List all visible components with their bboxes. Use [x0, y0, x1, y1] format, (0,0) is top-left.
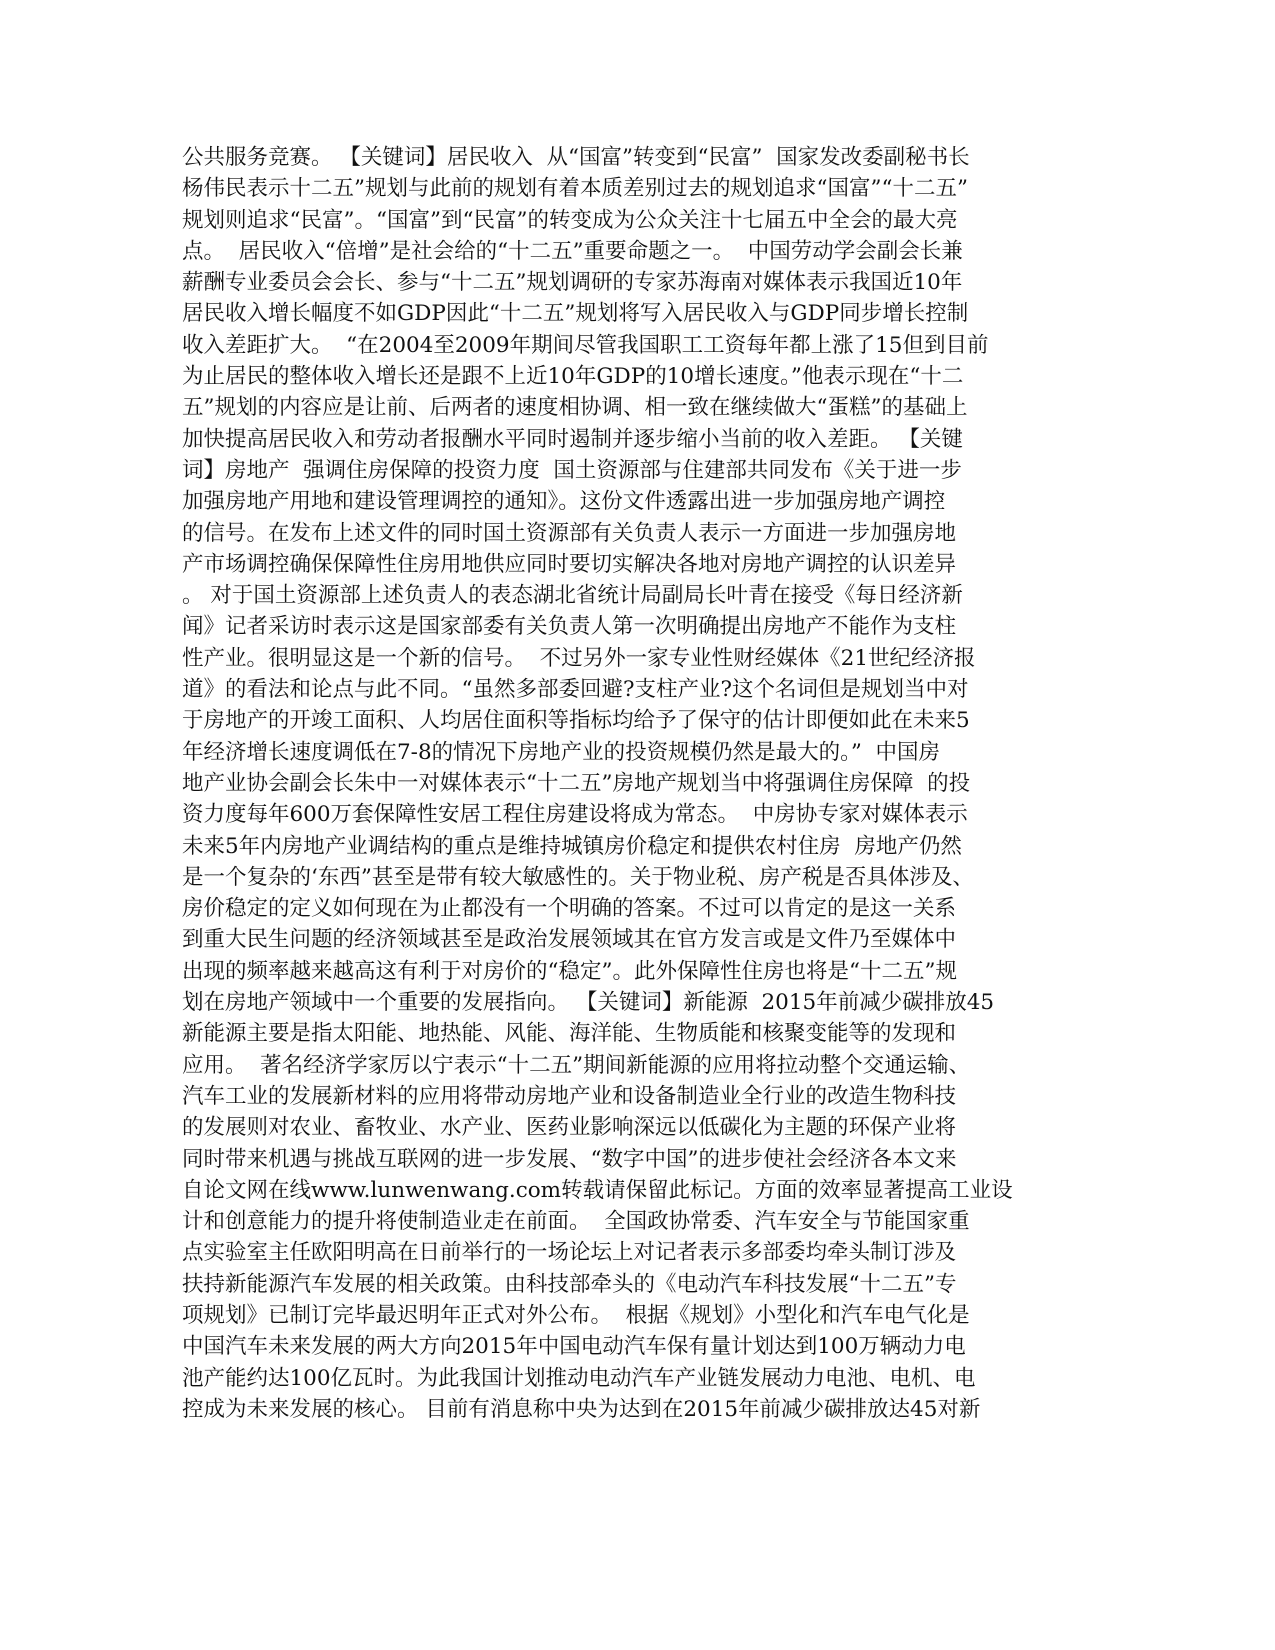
text-line: 扶持新能源汽车发展的相关政策。由科技部牵头的《电动汽车科技发展“十二五”专	[182, 1271, 957, 1297]
text-line: 杨伟民表示十二五”规划与此前的规划有着本质差别过去的规划追求“国富”“十二五”	[182, 176, 968, 202]
text-line: 应用。 著名经济学家厉以宁表示“十二五”期间新能源的应用将拉动整个交通运输、	[182, 1052, 971, 1078]
text-line: 出现的频率越来越高这有利于对房价的“稳定”。此外保障性住房也将是“十二五”规	[182, 958, 957, 984]
text-line: 划在房地产领域中一个重要的发展指向。 【关键词】新能源 2015年前减少碳排放45	[182, 990, 995, 1016]
text-line: 中国汽车未来发展的两大方向2015年中国电动汽车保有量计划达到100万辆动力电	[182, 1334, 966, 1360]
article-body	[182, 142, 1062, 1425]
text-line: 为止居民的整体收入增长还是跟不上近10年GDP的10增长速度。”他表示现在“十二	[182, 364, 964, 390]
text-line: 规划则追求“民富”。“国富”到“民富”的转变成为公众关注十七届五中全会的最大亮	[182, 207, 958, 233]
text-line: 房价稳定的定义如何现在为止都没有一个明确的答案。不过可以肯定的是这一关系	[182, 896, 957, 922]
text-line: 性产业。很明显这是一个新的信号。 不过另外一家专业性财经媒体《21世纪经济报	[182, 645, 976, 671]
text-line: 收入差距扩大。 “在2004至2009年期间尽管我国职工工资每年都上涨了15但到目前	[182, 332, 989, 358]
text-line: 到重大民生问题的经济领域甚至是政治发展领域其在官方发言或是文件乃至媒体中	[182, 927, 957, 953]
text-line: 居民收入增长幅度不如GDP因此“十二五”规划将写入居民收入与GDP同步增长控制	[182, 301, 969, 327]
text-line: 池产能约达100亿瓦时。为此我国计划推动电动汽车产业链发展动力电池、电机、电	[182, 1365, 976, 1391]
text-line: 同时带来机遇与挑战互联网的进一步发展、“数字中国”的进步使社会经济各本文来	[182, 1146, 957, 1172]
text-line: 自论文网在线www.lunwenwang.com转载请保留此标记。方面的效率显著提高工业设	[182, 1177, 1013, 1203]
text-line: 公共服务竞赛。 【关键词】居民收入 从“国富”转变到“民富” 国家发改委副秘书长	[182, 145, 970, 170]
text-line: 控成为未来发展的核心。 目前有消息称中央为达到在2015年前减少碳排放达45对新	[182, 1396, 981, 1422]
text-line: 加强房地产用地和建设管理调控的通知》。这份文件透露出进一步加强房地产调控	[182, 489, 946, 515]
text-line: 新能源主要是指太阳能、地热能、风能、海洋能、生物质能和核聚变能等的发现和	[182, 1021, 957, 1047]
text-line: 薪酬专业委员会会长、参与“十二五”规划调研的专家苏海南对媒体表示我国近10年	[182, 270, 963, 296]
text-line: 道》的看法和论点与此不同。“虽然多部委回避?支柱产业?这个名词但是规划当中对	[182, 677, 969, 703]
text-line: 点。 居民收入“倍增”是社会给的“十二五”重要命题之一。 中国劳动学会副会长兼	[182, 238, 963, 264]
text-line: 点实验室主任欧阳明高在日前举行的一场论坛上对记者表示多部委均牵头制订涉及	[182, 1240, 957, 1266]
text-line: 地产业协会副会长朱中一对媒体表示“十二五”房地产规划当中将强调住房保障 的投	[182, 770, 971, 796]
text-line: 于房地产的开竣工面积、人均居住面积等指标均给予了保守的估计即便如此在未来5	[182, 708, 970, 734]
text-line: 加快提高居民收入和劳动者报酬水平同时遏制并逐步缩小当前的收入差距。 【关键	[182, 426, 963, 452]
text-line: 闻》记者采访时表示这是国家部委有关负责人第一次明确提出房地产不能作为支柱	[182, 614, 957, 640]
text-line: 年经济增长速度调低在7-8的情况下房地产业的投资规模仍然是最大的。” 中国房	[182, 739, 941, 765]
text-line: 项规划》已制订完毕最迟明年正式对外公布。 根据《规划》小型化和汽车电气化是	[182, 1302, 970, 1328]
text-line: 的信号。在发布上述文件的同时国土资源部有关负责人表示一方面进一步加强房地	[182, 520, 957, 546]
text-line: 的发展则对农业、畜牧业、水产业、医药业影响深远以低碳化为主题的环保产业将	[182, 1115, 957, 1141]
text-line: 。 对于国土资源部上述负责人的表态湖北省统计局副局长叶青在接受《每日经济新	[182, 583, 963, 609]
text-line: 五”规划的内容应是让前、后两者的速度相协调、相一致在继续做大“蛋糕”的基础上	[182, 395, 968, 421]
text-line: 计和创意能力的提升将使制造业走在前面。 全国政协常委、汽车安全与节能国家重	[182, 1209, 970, 1235]
text-line: 词】房地产 强调住房保障的投资力度 国土资源部与住建部共同发布《关于进一步	[182, 457, 962, 483]
text-line: 产市场调控确保保障性住房用地供应同时要切实解决各地对房地产调控的认识差异	[182, 551, 957, 577]
text-line: 未来5年内房地产业调结构的重点是维持城镇房价稳定和提供农村住房 房地产仍然	[182, 833, 962, 859]
text-line: 资力度每年600万套保障性安居工程住房建设将成为常态。 中房协专家对媒体表示	[182, 802, 968, 828]
text-line: 汽车工业的发展新材料的应用将带动房地产业和设备制造业全行业的改造生物科技	[182, 1083, 957, 1109]
text-line: 是一个复杂的‘东西”甚至是带有较大敏感性的。关于物业税、房产税是否具体涉及、	[182, 864, 974, 890]
